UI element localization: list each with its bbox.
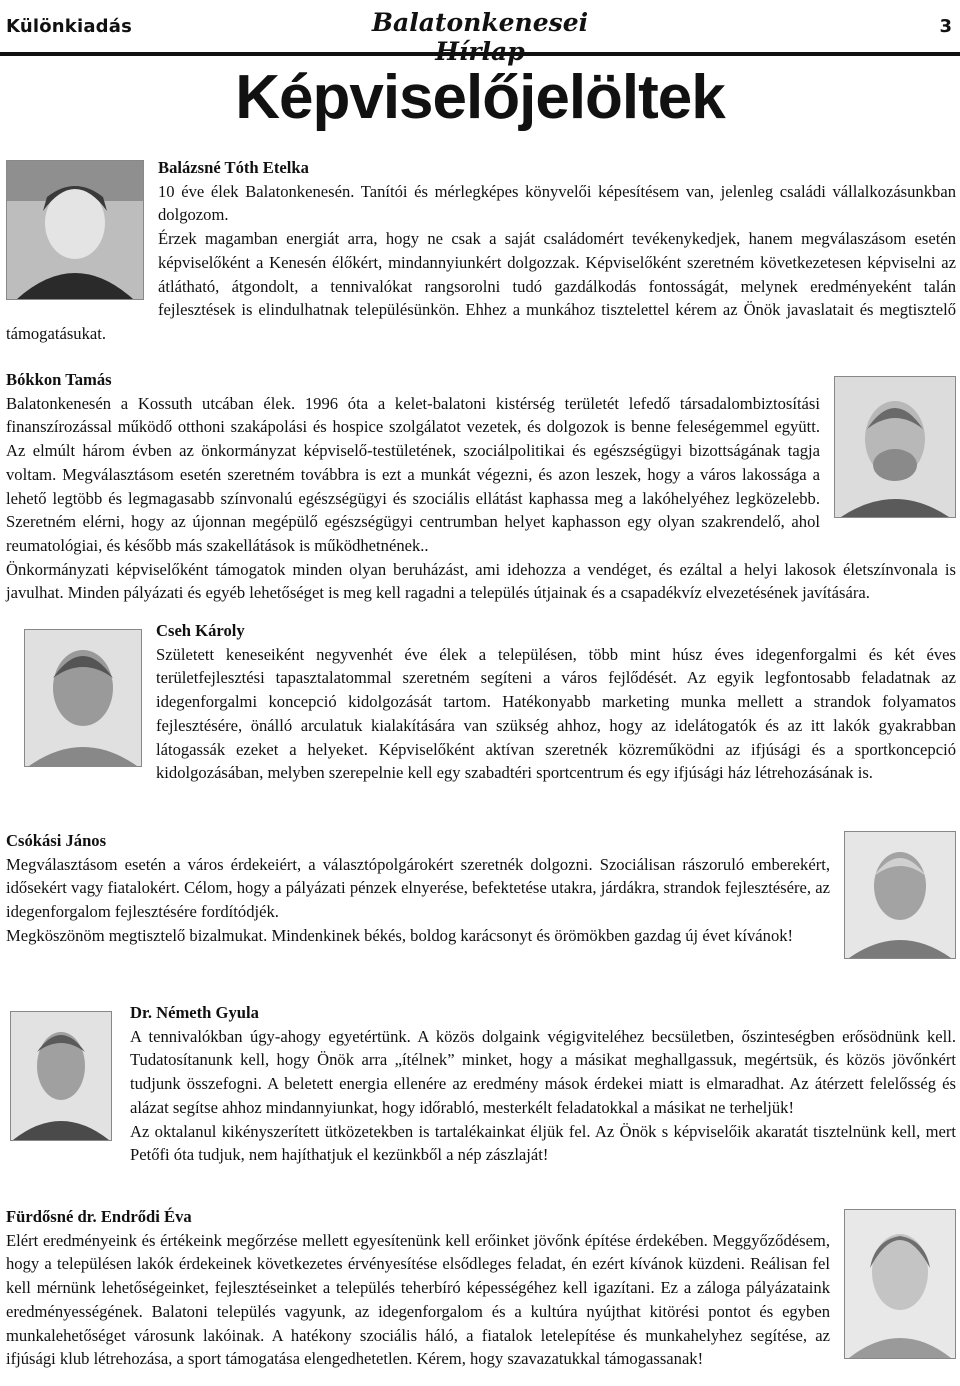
candidate-paragraph: Az oktalanul kikényszerített ütközetekben is tartalékainkat éljük fel. Az Önök s képviselőik akaratát tisztelnünk kell, mert Petőfi óta tudjuk, nem hajíthatjuk el kezünkből a nép zászlaját!	[130, 1121, 956, 1165]
page-header	[0, 0, 960, 58]
candidate-name: Balázsné Tóth Etelka	[158, 158, 309, 177]
candidate-paragraph: A tennivalókban úgy-ahogy egyetértünk. A közös dolgaink végigviteléhez becsületben, őszinteségben erősödnünk kell. Tudatosítanunk kell, hogy Önök arra „ítélnek” minket, hogy a másikat meghallgassuk, megértsük, és közös jövőnkért tudjunk összefogni. A beletett energia ellenére az eredmény mások érdekei miatt is elmaradhat. Az átérzett felelősség és alázat segítse ahhoz mindannyiunkat, hogy időrabló, mesterkélt feladatokkal a másikat ne terheljük!	[130, 1026, 956, 1117]
candidate-paragraph: Megválasztásom esetén a város érdekeiért, a választópolgárokért szeretnék dolgozni. Szociálisan rászoruló emberekért, idősekért vagy fiatalokért. Célom, hogy a pályázati pénzek elnyerése, befektetése utakra, járdákra, strandok fejlesztésére, az idegenforgalom fejlesztésére fordítódjék.	[6, 854, 830, 922]
candidate-paragraph: Elért eredményeink és értékeink megőrzése mellett egyesítenünk kell erőinket jövőnk építése érdekében. Meggyőződésem, hogy a településen lakók érdekeinek következetes érvényesítése elsődleges feladat, én ezért kívánok küzdeni. Reálisan fel kell mérnünk lehetőségeinket, fejlesztéseinket a település teherbíró képességéhez kell igazítani. Ez a záloga pályázataink eredményességének. Balatoni település vagyunk, az idegenforgalom és a kultúra nyújthat kitörési pontot és egyben munkalehetőséget városunk lakóinak. A hatékony szociális háló, a fiatalok letelepítése és munkahelyhez segítése, az ifjúsági klub létrehozása, a sport támogatása elengedhetetlen. Kérem, hogy szavazatukkal támogassanak!	[6, 1230, 830, 1369]
candidate-name: Bókkon Tamás	[6, 370, 112, 389]
candidate-paragraph: 10 éve élek Balatonkenesén. Tanítói és mérlegképes könyvelői képesítésem van, jelenleg családi vállalkozásunkban dolgozom.	[158, 181, 956, 225]
candidate-section	[6, 156, 956, 346]
candidate-name: Dr. Németh Gyula	[130, 1003, 259, 1022]
candidate-photo	[844, 831, 956, 959]
candidate-paragraph: Érzek magamban energiát arra, hogy ne csak a saját családomért tevékenykedjek, hanem megválaszásom esetén képviselőként a Kenesén élőkért, mindannyiunkért dolgozzak. Képviselőként szeretném következetesen képviselni az átlátható, átgondolt, a tennivalókat rangsorolni tudó gazdálkodás fontosságát, melynek eredményeként talán fejlesztések is elindulhatnak településünkön. Ehhez a munkához tisztelettel kérem az Önök javaslatait és megtisztelő támogatásukat.	[6, 229, 956, 343]
header-rule	[0, 52, 960, 56]
candidate-name: Fürdősné dr. Endrődi Éva	[6, 1207, 192, 1226]
candidate-paragraph: Megköszönöm megtisztelő bizalmukat. Mindenkinek békés, boldog karácsonyt és örömökben gazdag új évet kívánok!	[6, 925, 794, 945]
page-title: Képviselőjelöltek	[235, 63, 725, 132]
section-label: Különkiadás	[6, 16, 133, 37]
candidate-section	[6, 1001, 956, 1167]
candidate-section	[6, 368, 956, 605]
page-number: 3	[939, 16, 952, 37]
newspaper-name: Balatonkenesei	[371, 8, 589, 37]
candidate-photo	[24, 629, 142, 767]
candidate-paragraph: Önkormányzati képviselőként támogatok minden olyan beruházást, ami idehozza a vendéget, és ezáltal a helyi lakosok életszínvonala is javulhat. Minden pályázati és egyéb lehetőséget is meg kell ragadni a település útjainak és a csapadékvíz elvezetésének javítására.	[6, 559, 956, 603]
candidate-photo	[10, 1011, 112, 1141]
candidate-photo	[844, 1209, 956, 1359]
candidate-section	[6, 829, 956, 965]
candidate-section	[6, 619, 956, 785]
candidate-section	[6, 1205, 956, 1371]
candidate-paragraph: Született keneseiként negyvenhét éve élek a településen, több mint húsz éves idegenforgalmi és két éves területfejlesztési tapasztalatommal szeretném segíteni a város fejlődését. Az egyik legfontosabb feladatnak az idegenforgalmi koncepció kidolgozását tartom. Hatékonyabb marketing munka mellett a strandok folyamatos fejlesztésére, önálló arculatuk kialakítására van szükség ahhoz, hogy az idelátogatók és az itt lakók gyakrabban látogassák ezeket a helyeket. Képviselőként aktívan szeretnék közreműködni az ifjúsági és a sportkoncepció kidolgozásában, melyben szerepelnie kell egy szabadtéri sportcentrum és egy ifjúsági ház létrehozásának is.	[156, 644, 956, 783]
candidate-name: Cseh Károly	[156, 621, 245, 640]
candidate-paragraph: Balatonkenesén a Kossuth utcában élek. 1996 óta a kelet-balatoni kistérség területét lefedő társadalombiztosítási finanszírozással működő otthoni szakápolási és hospice szolgálatot vezetek, és dolgozok is benne feleségemmel együtt. Az elmúlt három évben az önkormányzat képviselő-testületének, szociálpolitikai és egészségügyi bizottságának tagja voltam. Megválasztásom esetén szeretném továbbra is ezt a munkát végezni, és azon leszek, hogy a város lakossága a lehető legtöbb és legmagasabb színvonalú egészségügyi és szociális ellátást kaphassa meg a lakóhelyéhez legközelebb. Szeretném elérni, hogy az újonnan megépülő egészségügyi centrumban helyet kaphasson egy olyan szakrendelő, ahol reumatológiai, és később más szakellátások is működhetnének..	[6, 393, 820, 555]
candidate-name: Csókási János	[6, 831, 107, 850]
candidate-photo	[834, 376, 956, 518]
candidate-photo	[6, 160, 144, 300]
